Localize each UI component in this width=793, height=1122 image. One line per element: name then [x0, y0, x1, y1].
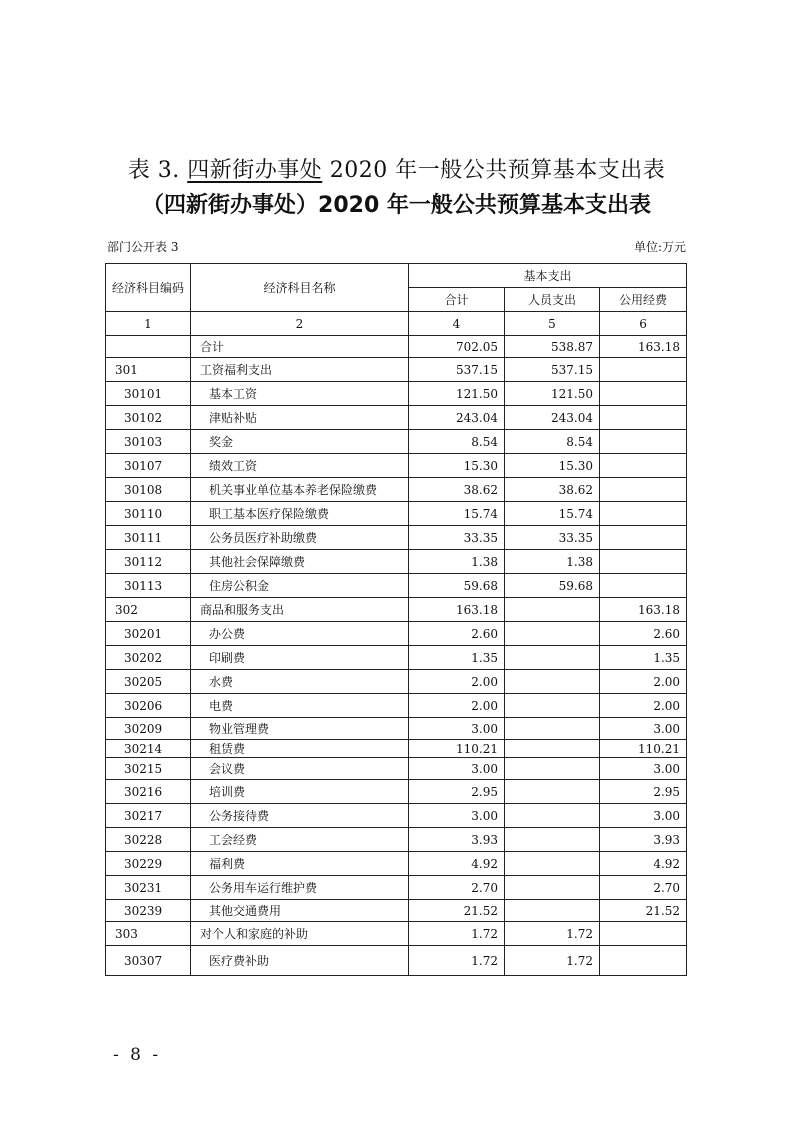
row-personnel: 38.62: [505, 478, 600, 502]
row-personnel: [505, 694, 600, 718]
row-total: 2.60: [409, 622, 505, 646]
row-public: [600, 574, 687, 598]
row-personnel: [505, 876, 600, 900]
row-total: 3.00: [409, 758, 505, 780]
table-row: [106, 550, 687, 574]
row-total: 702.05: [409, 336, 505, 358]
row-personnel: [505, 718, 600, 740]
row-total: 1.38: [409, 550, 505, 574]
row-personnel: 1.72: [505, 922, 600, 946]
row-public: [600, 406, 687, 430]
row-total: 2.00: [409, 694, 505, 718]
row-name: 电费: [191, 694, 409, 718]
table-row: [106, 694, 687, 718]
row-total: 1.72: [409, 946, 505, 976]
row-code: [106, 336, 191, 358]
row-total: 121.50: [409, 382, 505, 406]
row-code: 30107: [106, 454, 191, 478]
row-public: [600, 430, 687, 454]
row-name: 公务用车运行维护费: [191, 876, 409, 900]
table-row: [106, 406, 687, 430]
row-name: 其他交通费用: [191, 900, 409, 922]
row-personnel: 537.15: [505, 358, 600, 382]
index-cell: 6: [600, 312, 687, 336]
row-total: 3.93: [409, 828, 505, 852]
row-personnel: 243.04: [505, 406, 600, 430]
row-public: [600, 454, 687, 478]
index-cell: 5: [505, 312, 600, 336]
budget-table: [105, 263, 687, 976]
table-row: [106, 454, 687, 478]
title-prefix: 表 3.: [127, 158, 180, 183]
row-code: 30307: [106, 946, 191, 976]
row-personnel: 121.50: [505, 382, 600, 406]
row-total: 537.15: [409, 358, 505, 382]
row-personnel: [505, 740, 600, 758]
index-cell: 4: [409, 312, 505, 336]
row-public: 2.70: [600, 876, 687, 900]
table-row: [106, 718, 687, 740]
table-row: [106, 852, 687, 876]
row-total: 2.00: [409, 670, 505, 694]
row-name: 工会经费: [191, 828, 409, 852]
row-name: 津贴补贴: [191, 406, 409, 430]
row-name: 对个人和家庭的补助: [191, 922, 409, 946]
row-personnel: [505, 804, 600, 828]
table-row: [106, 622, 687, 646]
row-total: 4.92: [409, 852, 505, 876]
row-code: 30101: [106, 382, 191, 406]
row-name: 租赁费: [191, 740, 409, 758]
row-code: 30231: [106, 876, 191, 900]
row-code: 30214: [106, 740, 191, 758]
row-personnel: 1.38: [505, 550, 600, 574]
row-personnel: 15.30: [505, 454, 600, 478]
table-row: [106, 526, 687, 550]
table-title: （四新街办事处）2020 年一般公共预算基本支出表: [142, 193, 651, 218]
row-public: [600, 478, 687, 502]
row-total: 1.35: [409, 646, 505, 670]
row-personnel: [505, 646, 600, 670]
header-row: [106, 264, 687, 288]
page-number: - 8 -: [113, 1045, 162, 1065]
row-public: 2.60: [600, 622, 687, 646]
header-name: 经济科目名称: [191, 264, 409, 312]
row-public: 163.18: [600, 598, 687, 622]
row-code: 30108: [106, 478, 191, 502]
index-row: [106, 312, 687, 336]
row-public: [600, 502, 687, 526]
row-public: 2.00: [600, 670, 687, 694]
row-name: 水费: [191, 670, 409, 694]
row-code: 302: [106, 598, 191, 622]
row-total: 243.04: [409, 406, 505, 430]
row-name: 培训费: [191, 780, 409, 804]
row-public: 3.00: [600, 718, 687, 740]
row-total: 15.74: [409, 502, 505, 526]
row-code: 30201: [106, 622, 191, 646]
row-public: 3.00: [600, 758, 687, 780]
row-public: 163.18: [600, 336, 687, 358]
row-personnel: [505, 622, 600, 646]
header-personnel: 人员支出: [505, 288, 600, 312]
row-public: [600, 382, 687, 406]
row-name: 住房公积金: [191, 574, 409, 598]
row-public: [600, 946, 687, 976]
row-code: 30111: [106, 526, 191, 550]
row-name: 绩效工资: [191, 454, 409, 478]
table-row: [106, 670, 687, 694]
row-personnel: [505, 598, 600, 622]
row-code: 30217: [106, 804, 191, 828]
row-public: [600, 922, 687, 946]
row-public: [600, 526, 687, 550]
row-code: 301: [106, 358, 191, 382]
row-total: 1.72: [409, 922, 505, 946]
row-public: 2.95: [600, 780, 687, 804]
row-name: 工资福利支出: [191, 358, 409, 382]
table-row: [106, 336, 687, 358]
row-public: 21.52: [600, 900, 687, 922]
row-personnel: 8.54: [505, 430, 600, 454]
row-public: 110.21: [600, 740, 687, 758]
header-code: 经济科目编码: [106, 264, 191, 312]
row-total: 2.95: [409, 780, 505, 804]
row-name: 奖金: [191, 430, 409, 454]
row-name: 公务接待费: [191, 804, 409, 828]
page-title: [0, 153, 793, 184]
row-public: 2.00: [600, 694, 687, 718]
row-name: 商品和服务支出: [191, 598, 409, 622]
row-total: 15.30: [409, 454, 505, 478]
table-row: [106, 382, 687, 406]
table-row: [106, 922, 687, 946]
row-personnel: [505, 780, 600, 804]
row-code: 30239: [106, 900, 191, 922]
row-personnel: 1.72: [505, 946, 600, 976]
row-code: 303: [106, 922, 191, 946]
table-row: [106, 900, 687, 922]
row-total: 33.35: [409, 526, 505, 550]
row-public: 3.00: [600, 804, 687, 828]
row-name: 医疗费补助: [191, 946, 409, 976]
row-code: 30206: [106, 694, 191, 718]
row-name: 印刷费: [191, 646, 409, 670]
row-code: 30113: [106, 574, 191, 598]
row-public: [600, 550, 687, 574]
row-code: 30205: [106, 670, 191, 694]
row-total: 3.00: [409, 804, 505, 828]
row-name: 福利费: [191, 852, 409, 876]
row-code: 30229: [106, 852, 191, 876]
table-row: [106, 478, 687, 502]
row-personnel: [505, 758, 600, 780]
table-row: [106, 780, 687, 804]
row-personnel: [505, 828, 600, 852]
index-cell: 2: [191, 312, 409, 336]
table-row: [106, 358, 687, 382]
row-personnel: [505, 670, 600, 694]
row-code: 30209: [106, 718, 191, 740]
row-code: 30216: [106, 780, 191, 804]
row-public: 3.93: [600, 828, 687, 852]
table-row: [106, 646, 687, 670]
table-row: [106, 430, 687, 454]
row-personnel: 538.87: [505, 336, 600, 358]
table-row: [106, 598, 687, 622]
header-group: 基本支出: [409, 264, 687, 288]
row-total: 110.21: [409, 740, 505, 758]
row-total: 2.70: [409, 876, 505, 900]
row-name: 机关事业单位基本养老保险缴费: [191, 478, 409, 502]
table-body: [106, 336, 687, 976]
row-name: 合计: [191, 336, 409, 358]
row-personnel: 15.74: [505, 502, 600, 526]
row-code: 30202: [106, 646, 191, 670]
row-name: 办公费: [191, 622, 409, 646]
index-cell: 1: [106, 312, 191, 336]
header-public: 公用经费: [600, 288, 687, 312]
row-total: 3.00: [409, 718, 505, 740]
row-name: 公务员医疗补助缴费: [191, 526, 409, 550]
row-total: 59.68: [409, 574, 505, 598]
table-row: [106, 574, 687, 598]
row-name: 物业管理费: [191, 718, 409, 740]
row-personnel: 59.68: [505, 574, 600, 598]
row-personnel: [505, 852, 600, 876]
table-row: [106, 876, 687, 900]
row-public: 4.92: [600, 852, 687, 876]
row-code: 30215: [106, 758, 191, 780]
title-dept: 四新街办事处: [187, 158, 323, 183]
table-row: [106, 502, 687, 526]
row-total: 163.18: [409, 598, 505, 622]
row-total: 8.54: [409, 430, 505, 454]
table-row: [106, 946, 687, 976]
row-code: 30110: [106, 502, 191, 526]
row-code: 30103: [106, 430, 191, 454]
row-code: 30228: [106, 828, 191, 852]
row-code: 30102: [106, 406, 191, 430]
row-name: 职工基本医疗保险缴费: [191, 502, 409, 526]
row-total: 38.62: [409, 478, 505, 502]
table-row: [106, 758, 687, 780]
row-code: 30112: [106, 550, 191, 574]
table-row: [106, 828, 687, 852]
title-suffix: 2020 年一般公共预算基本支出表: [329, 158, 666, 183]
row-name: 其他社会保障缴费: [191, 550, 409, 574]
table-row: [106, 804, 687, 828]
header-total: 合计: [409, 288, 505, 312]
dept-table-number: 部门公开表 3: [107, 240, 179, 254]
row-name: 会议费: [191, 758, 409, 780]
row-total: 21.52: [409, 900, 505, 922]
table-row: [106, 740, 687, 758]
row-public: [600, 358, 687, 382]
row-public: 1.35: [600, 646, 687, 670]
row-personnel: [505, 900, 600, 922]
row-personnel: 33.35: [505, 526, 600, 550]
unit-label: 单位:万元: [633, 240, 686, 254]
row-name: 基本工资: [191, 382, 409, 406]
